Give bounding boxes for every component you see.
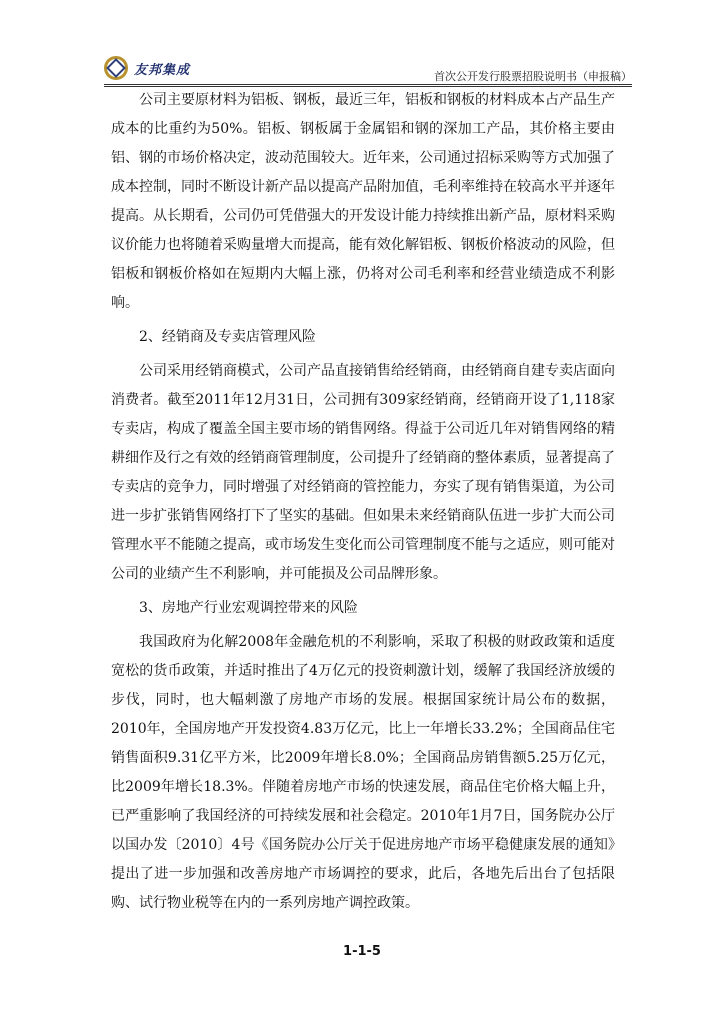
paragraph-raw-materials: 公司主要原材料为铝板、钢板，最近三年，铝板和钢板的材料成本占产品生产成本的比重约为50%。铝板、钢板属于金属铝和钢的深加工产品，其价格主要由铝、钢的市场价格决定，波动范围较大。近年来，公司通过招标采购等方式加强了成本控制，同时不断设计新产品以提高产品附加值，毛利率维持在较高水平并逐年提高。从长期看，公司仍可凭借强大的开发设计能力持续推出新产品，原材料采购议价能力也将随着采购量增大而提高，能有效化解铝板、钢板价格波动的风险，但铝板和钢板价格如在短期内大幅上涨，仍将对公司毛利率和经营业绩造成不利影响。 bbox=[111, 92, 615, 311]
paragraph-dealers: 公司采用经销商模式，公司产品直接销售给经销商，由经销商自建专卖店面向消费者。截至2011年12月31日，公司拥有309家经销商，经销商开设了1,118家专卖店，构成了覆盖全国主要市场的销售网络。得益于公司近几年对销售网络的精耕细作及行之有效的经销商管理制度，公司提升了经销商的整体素质，显著提高了专卖店的竞争力，同时增强了对经销商的管控能力，夯实了现有销售渠道，为公司进一步扩张销售网络打下了坚实的基础。但如果未来经销商队伍进一步扩大而公司管理水平不能随之提高，或市场发生变化而公司管理制度不能与之适应，则可能对公司的业绩产生不利影响，并可能损及公司品牌形象。 bbox=[111, 363, 615, 582]
logo-text: 友邦集成 bbox=[134, 62, 191, 78]
paragraph-real-estate: 我国政府为化解2008年金融危机的不利影响，采取了积极的财政政策和适度宽松的货币政策，并适时推出了4万亿元的投资刺激计划，缓解了我国经济放缓的步伐，同时，也大幅刺激了房地产市场的发展。根据国家统计局公布的数据，2010年，全国房地产开发投资4.83万亿元，比上一年增长33.2%；全国商品住宅销售面积9.31亿平方米，比2009年增长8.0%；全国商品房销售额5.25万亿元，比2009年增长18.3%。伴随着房地产市场的快速发展，商品住宅价格大幅上升，已严重影响了我国经济的可持续发展和社会稳定。2010年1月7日，国务院办公厅以国办发〔2010〕4号《国务院办公厅关于促进房地产市场平稳健康发展的通知》提出了进一步加强和改善房地产市场调控的要求，此后，各地先后出台了包括限购、试行物业税等在内的一系列房地产调控政策。 bbox=[111, 634, 615, 911]
document-title: 首次公开发行股票招股说明书（申报稿） bbox=[434, 70, 632, 83]
page-body bbox=[111, 86, 615, 918]
page-number: 1-1-5 bbox=[343, 944, 381, 959]
section-heading-dealers: 2、经销商及专卖店管理风险 bbox=[139, 329, 316, 345]
company-logo bbox=[104, 56, 190, 80]
page-header bbox=[104, 52, 632, 86]
section-heading-real-estate: 3、房地产行业宏观调控带来的风险 bbox=[139, 600, 358, 616]
logo-emblem-icon bbox=[104, 56, 128, 80]
